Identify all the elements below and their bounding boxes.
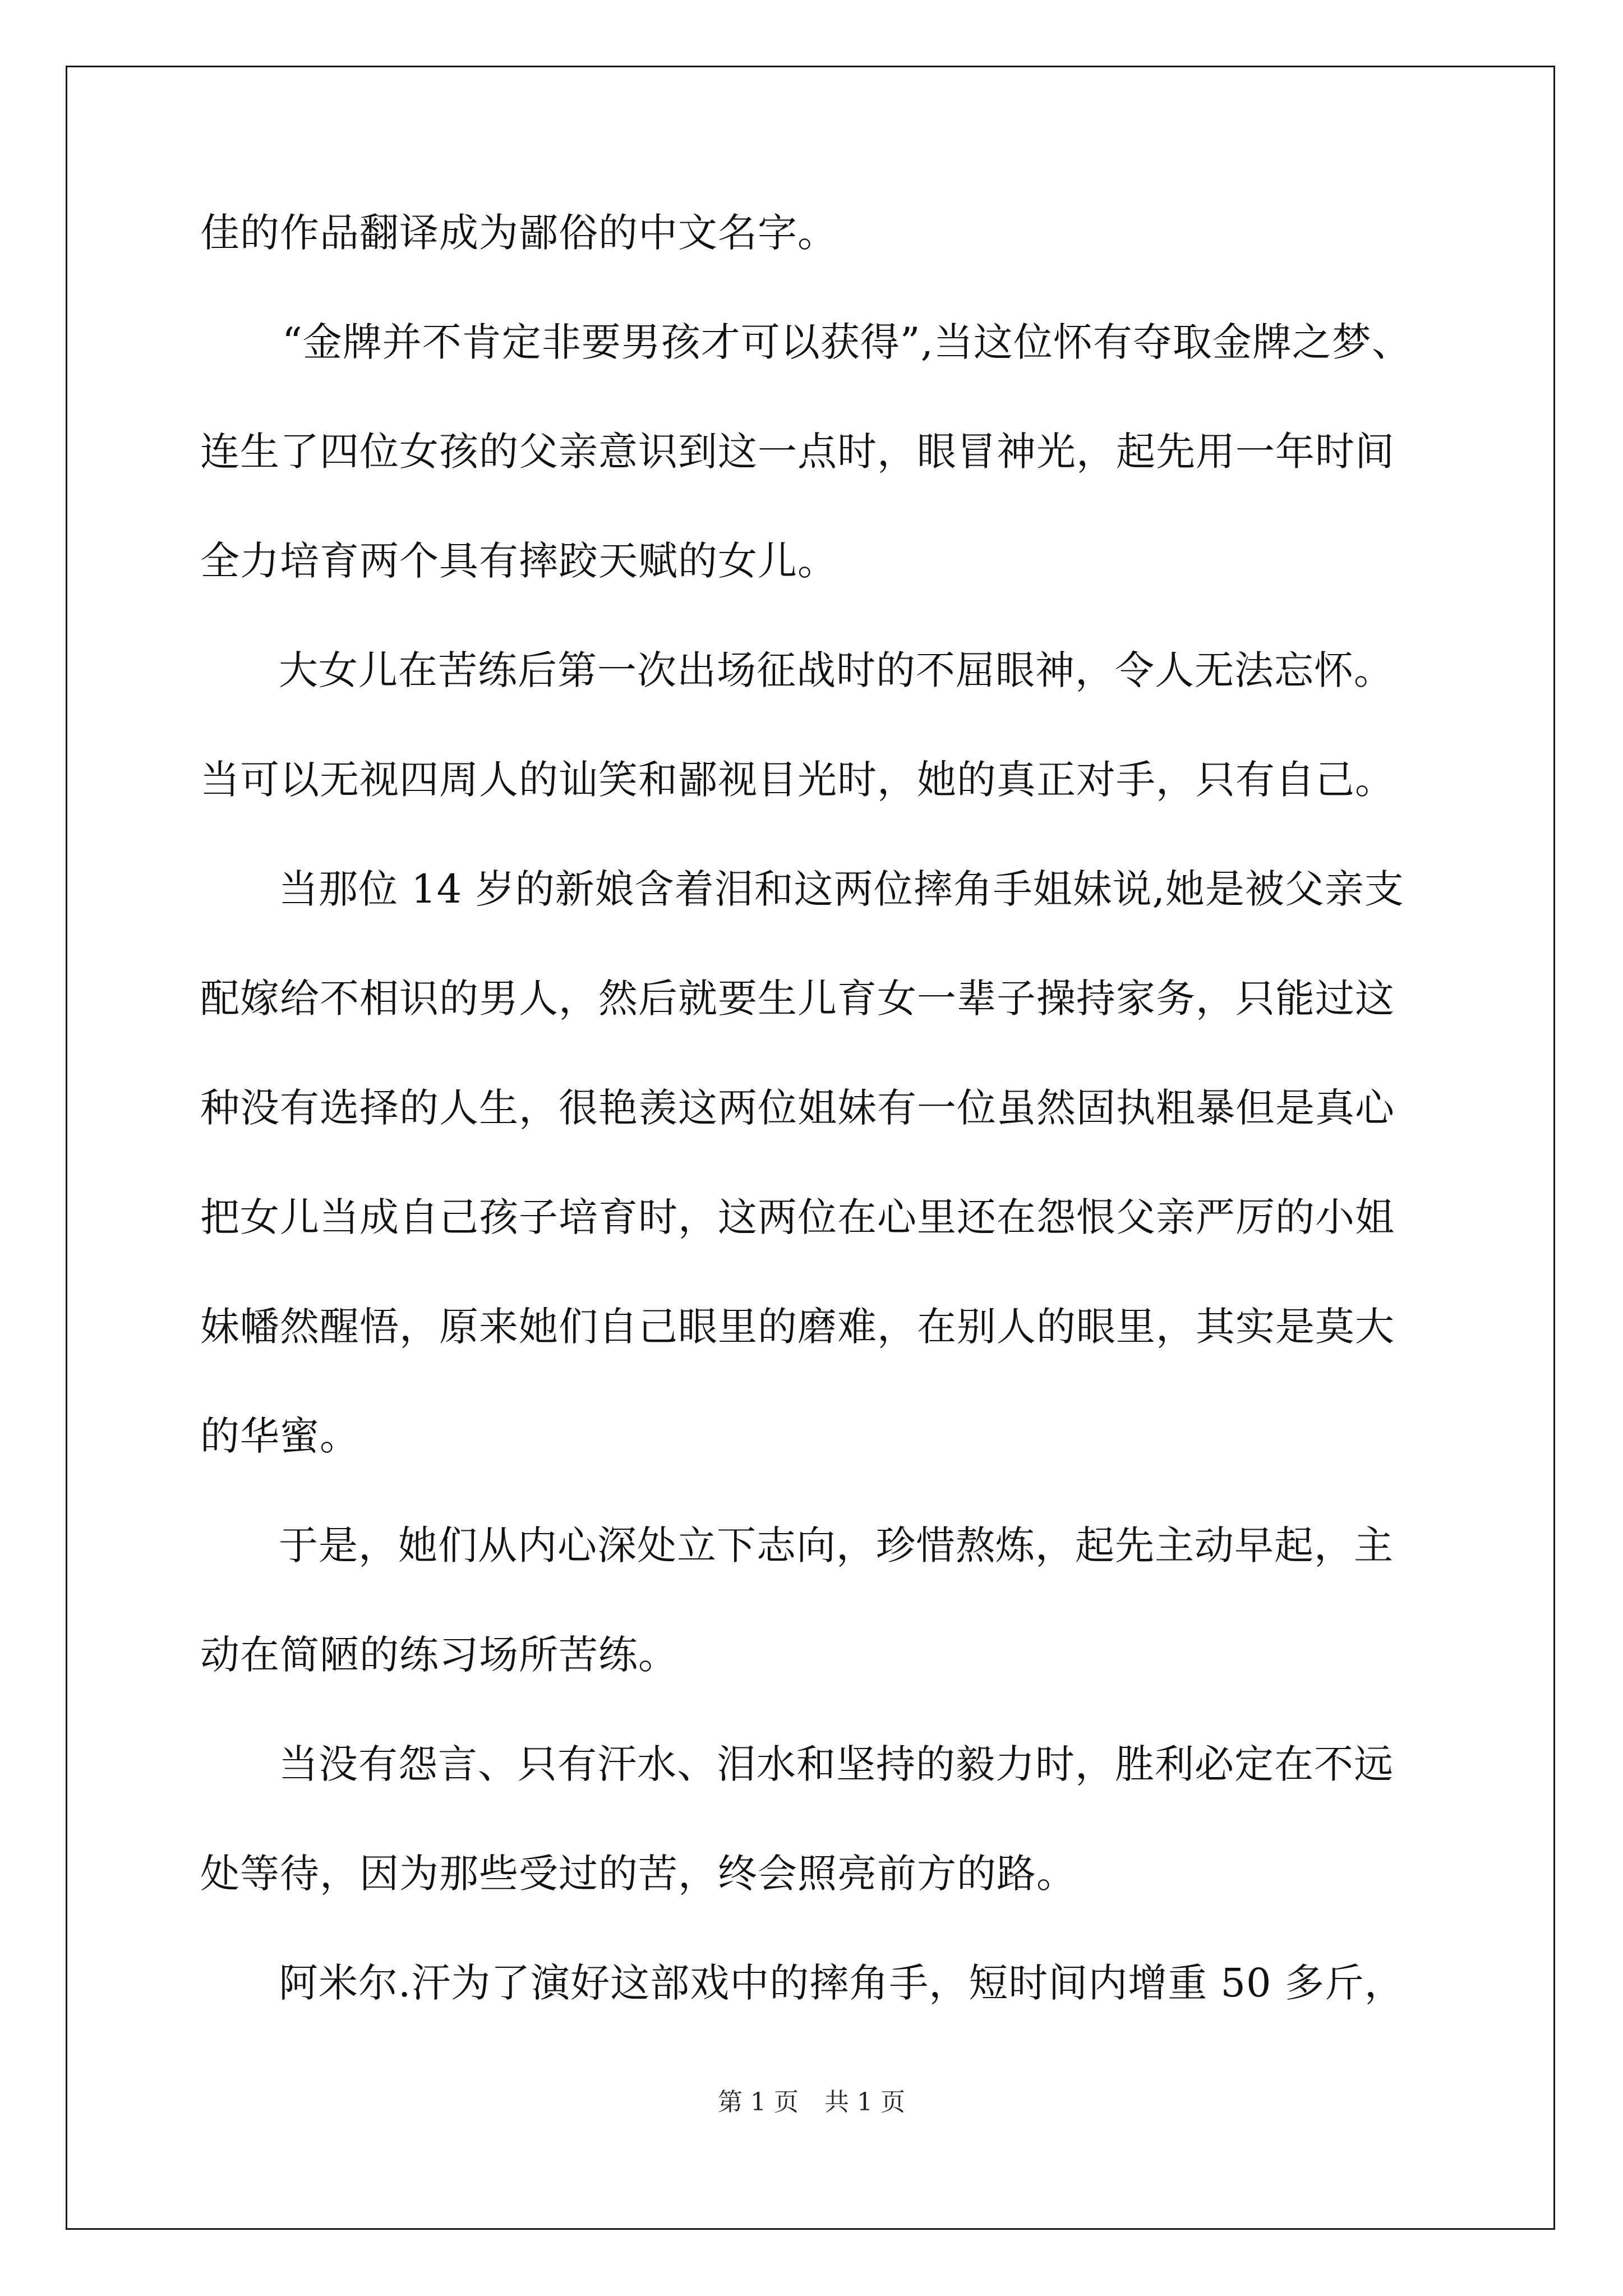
text-line: 于是，她们从内心深处立下志向，珍惜熬炼，起先主动早起，主 [279,1522,1394,1568]
text-line: 当可以无视四周人的讪笑和鄙视目光时，她的真正对手，只有自己。 [200,757,1395,803]
text-line: 妹幡然醒悟，原来她们自己眼里的磨难，在别人的眼里，其实是莫大 [200,1304,1395,1350]
text-line: 全力培育两个具有摔跤天赋的女儿。 [200,538,837,584]
text-line: 种没有选择的人生，很艳羡这两位姐妹有一位虽然固执粗暴但是真心 [200,1085,1395,1131]
text-line: 把女儿当成自己孩子培育时，这两位在心里还在怨恨父亲严厉的小姐 [200,1194,1395,1240]
page-total: 共 1 页 [824,2088,905,2116]
text-line: 当没有怨言、只有汗水、泪水和坚持的毅力时，胜利必定在不远 [279,1741,1394,1787]
text-line: 处等待，因为那些受过的苦，终会照亮前方的路。 [200,1851,1076,1897]
text-line: 动在简陋的练习场所苦练。 [200,1632,678,1678]
page-footer [0,2086,1623,2119]
page-number: 第 1 页 [718,2088,799,2116]
text-line: 连生了四位女孩的父亲意识到这一点时，眼冒神光，起先用一年时间 [200,429,1395,475]
text-line: 的华蜜。 [200,1413,359,1459]
text-line: “金牌并不肯定非要男孩才可以获得”,当这位怀有夺取金牌之梦、 [282,319,1412,365]
text-line: 大女儿在苦练后第一次出场征战时的不屈眼神，令人无法忘怀。 [279,647,1394,693]
text-line: 当那位 14 岁的新娘含着泪和这两位摔角手姐妹说,她是被父亲支 [279,866,1404,912]
text-line: 阿米尔.汗为了演好这部戏中的摔角手，短时间内增重 50 多斤， [279,1960,1404,2006]
page-border [66,66,1555,2230]
text-line: 佳的作品翻译成为鄙俗的中文名字。 [200,210,837,256]
text-line: 配嫁给不相识的男人，然后就要生儿育女一辈子操持家务，只能过这 [200,976,1395,1022]
